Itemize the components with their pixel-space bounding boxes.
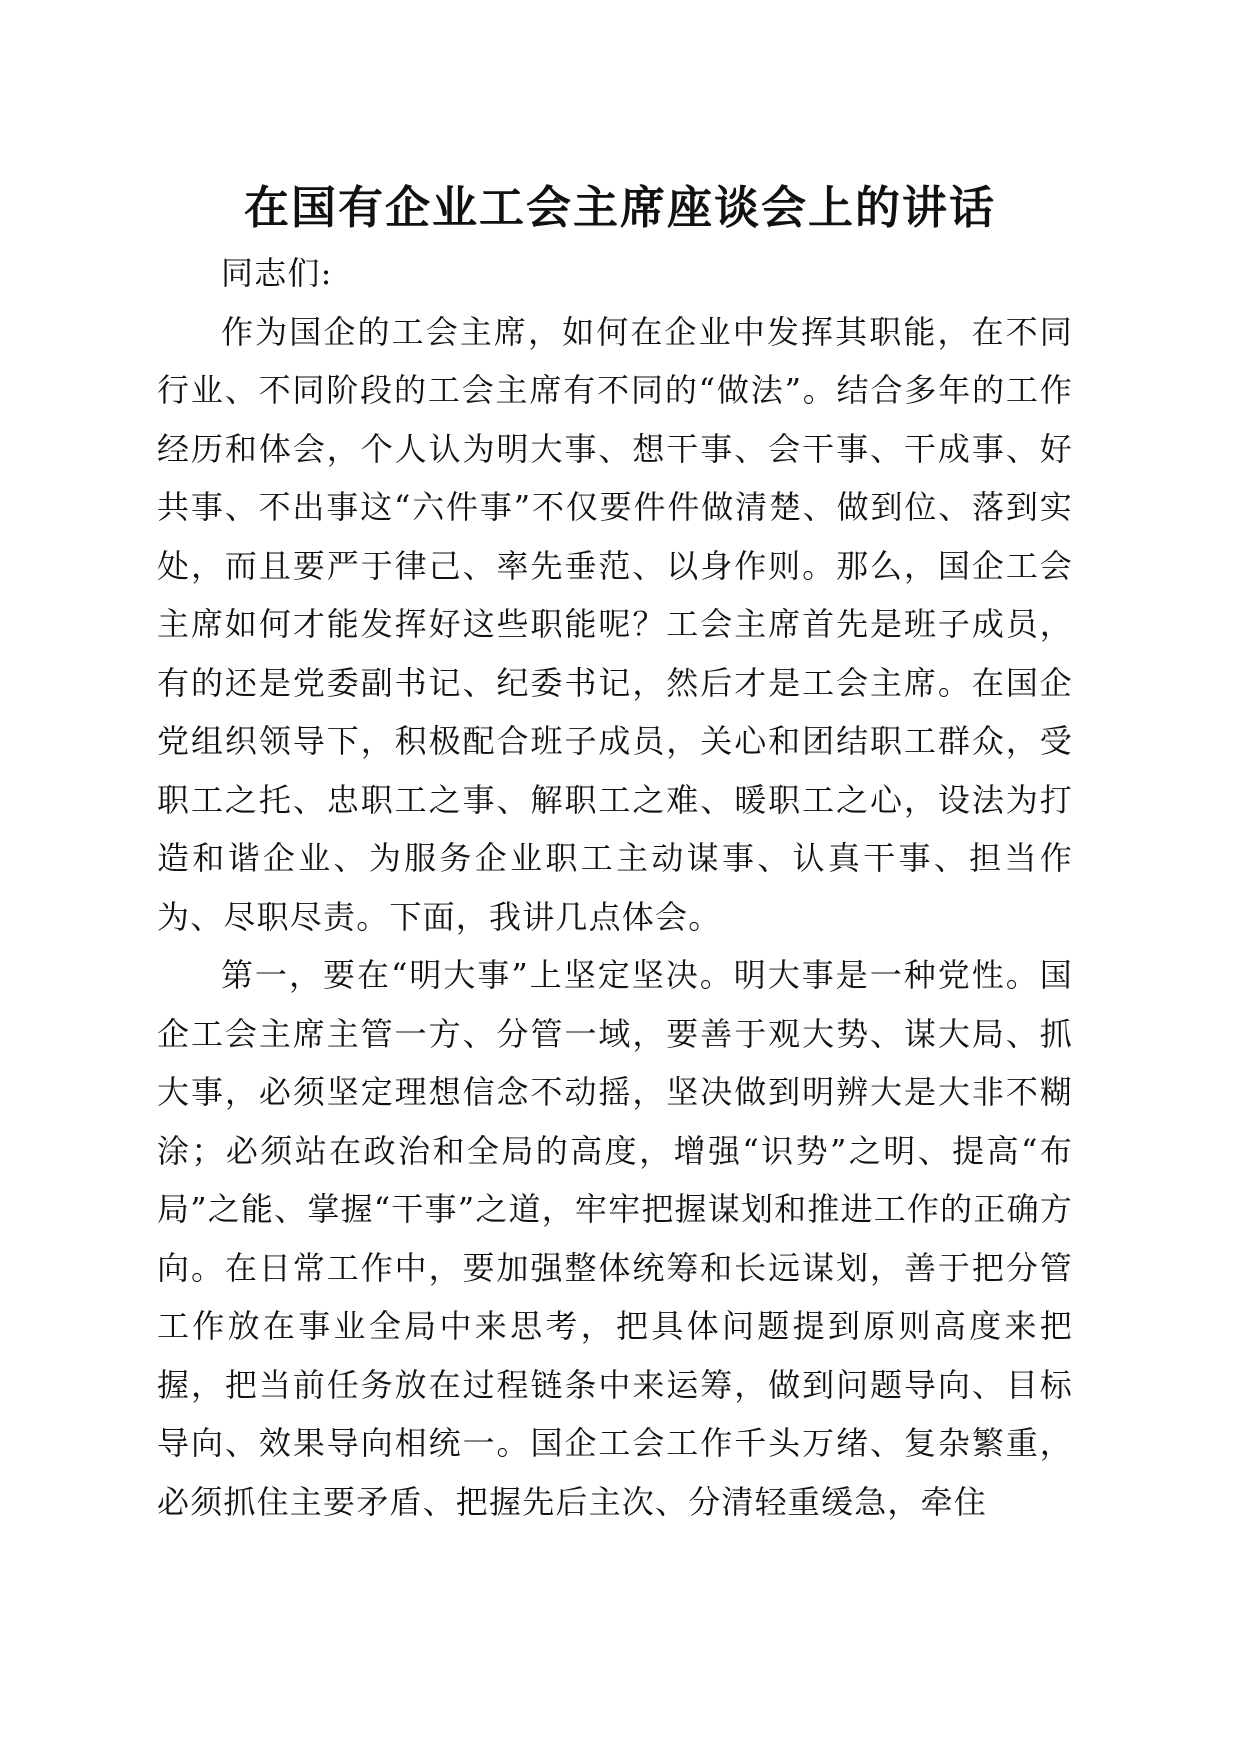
document-body [157,244,1073,1531]
paragraph-intro: 作为国企的工会主席，如何在企业中发挥其职能，在不同行业、不同阶段的工会主席有不同的“做法”。结合多年的工作经历和体会，个人认为明大事、想干事、会干事、干成事、好共事、不出事这“六件事”不仅要件件做清楚、做到位、落到实处，而且要严于律己、率先垂范、以身作则。那么，国企工会主席如何才能发挥好这些职能呢？工会主席首先是班子成员，有的还是党委副书记、纪委书记，然后才是工会主席。在国企党组织领导下，积极配合班子成员，关心和团结职工群众，受职工之托、忠职工之事、解职工之难、暖职工之心，设法为打造和谐企业、为服务企业职工主动谋事、认真干事、担当作为、尽职尽责。下面，我讲几点体会。 [157,312,1073,936]
document-title: 在国有企业工会主席座谈会上的讲话 [243,181,996,234]
salutation: 同志们: [221,254,333,292]
paragraph-first-point: 第一，要在“明大事”上坚定坚决。明大事是一种党性。国企工会主席主管一方、分管一域，要善于观大势、谋大局、抓大事，必须坚定理想信念不动摇，坚决做到明辨大是大非不糊涂；必须站在政治和全局的高度，增强“识势”之明、提高“布局”之能、掌握“干事”之道，牢牢把握谋划和推进工作的正确方向。在日常工作中，要加强整体统筹和长远谋划，善于把分管工作放在事业全局中来思考，把具体问题提到原则高度来把握，把当前任务放在过程链条中来运筹，做到问题导向、目标导向、效果导向相统一。国企工会工作千头万绪、复杂繁重，必须抓住主要矛盾、把握先后主次、分清轻重缓急，牵住 [157,956,1073,1521]
